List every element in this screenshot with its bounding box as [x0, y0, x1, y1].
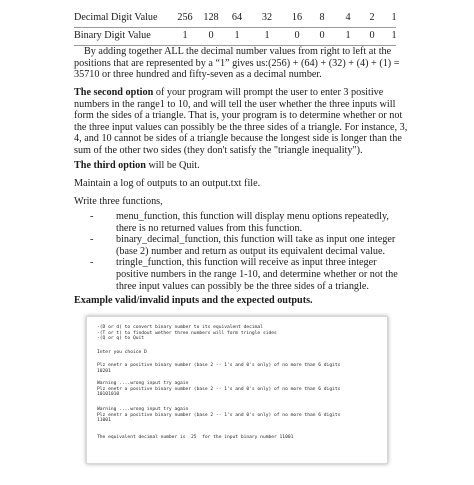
list-item: [90, 257, 410, 292]
menu-function-description: menu_function, this function will display menu options repeatedly, there is no returned values from this function.: [116, 211, 389, 234]
binary-prompt-3: Warning ....wrong input try again Plz enetr a positive binary number (base 2 -- 1's and 0's only) of no more than 6 digits 11001: [97, 407, 341, 424]
table-cell: 4: [345, 12, 351, 23]
table-divider: [74, 27, 396, 28]
table-cell: 1: [345, 30, 351, 41]
table-cell: 128: [203, 12, 219, 23]
table-cell: 1: [391, 30, 397, 41]
second-option-text: of your program will prompt the user to enter 3 positive numbers in the range1 to 10, and will tell the user whether the three inputs will form the sides of a triangle. That is, your program is to determine whether or not the three input values can possibly be the three sides of a triangle. For instance, 3, 4, and 10 cannot be sides of a triangle because the longest side is longer than the sum of the other two sides (they don't satisfy the "triangle inequality").: [74, 87, 408, 156]
example-heading: Example valid/invalid inputs and the expected outputs.: [74, 295, 313, 306]
functions-intro: Write three functions,: [74, 196, 163, 207]
binary-decimal-function-description: binary_decimal_function, this function will take as input one integer (base 2) number and return as output its equivalent decimal value.: [116, 234, 396, 257]
third-option-paragraph: [74, 160, 410, 172]
third-option-text: will be Quit.: [145, 160, 200, 171]
third-option-heading: The third option: [74, 160, 146, 171]
bullet-dash: -: [90, 257, 94, 269]
binary-prompt-1: Plz enetr a positive binary number (base 2 -- 1's and 0's only) of no more than 6 digits 10201: [97, 363, 341, 374]
table-cell: 8: [319, 12, 325, 23]
table-cell: 64: [231, 12, 243, 23]
second-option-heading: The second option: [74, 87, 154, 98]
table-cell: 0: [294, 30, 300, 41]
table-cell: 0: [369, 30, 375, 41]
list-item: [90, 211, 410, 234]
table-cell: 1: [182, 30, 188, 41]
binary-prompt-2: Warning ....wrong input try again Plz enetr a positive binary number (base 2 -- 1's and 0's only) of no more than 6 digits 10101010: [97, 381, 341, 398]
bullet-dash: -: [90, 211, 94, 222]
table-cell: 1: [391, 12, 397, 23]
choice-prompt: Inter you choice D: [97, 350, 147, 355]
table-cell: 32: [261, 12, 273, 23]
table-cell: 256: [177, 12, 193, 23]
tringle-function-description: tringle_function, this function will receive as input three integer positive numbers in the range 1-10, and determine whether or not the three input values can possibly be the three sides of a triangle.: [116, 257, 398, 292]
decimal-result: The equivalent decimal number is 25 for the input binary number 11001: [97, 435, 294, 440]
console-output-screenshot: [86, 316, 388, 464]
log-instruction: Maintain a log of outputs to an output.txt file.: [74, 178, 261, 189]
binary-sum-paragraph: By adding together ALL the decimal number values from right to left at the positions that are represented by a “1” gives us:(256) + (64) + (32) + (4) + (1) = 35710 or three hundred and fifty-seven as a decimal number.: [74, 46, 400, 81]
decimal-digit-label: Decimal Digit Value: [74, 12, 158, 23]
table-cell: 1: [264, 30, 270, 41]
functions-list: [90, 211, 410, 292]
table-cell: 16: [291, 12, 303, 23]
list-item: [90, 234, 410, 257]
bullet-dash: -: [90, 234, 94, 246]
menu-options-text: -(D or d) to convert binary number to its equivalent decimal -(T or t) to findout wether three numbers will form tringle sides -(Q or q) to Quit: [97, 325, 277, 342]
table-cell: 0: [319, 30, 325, 41]
table-cell: 1: [234, 30, 240, 41]
table-cell: 2: [369, 12, 375, 23]
table-cell: 0: [208, 30, 214, 41]
second-option-paragraph: [74, 87, 410, 157]
binary-digit-label: Binary Digit Value: [74, 30, 151, 41]
